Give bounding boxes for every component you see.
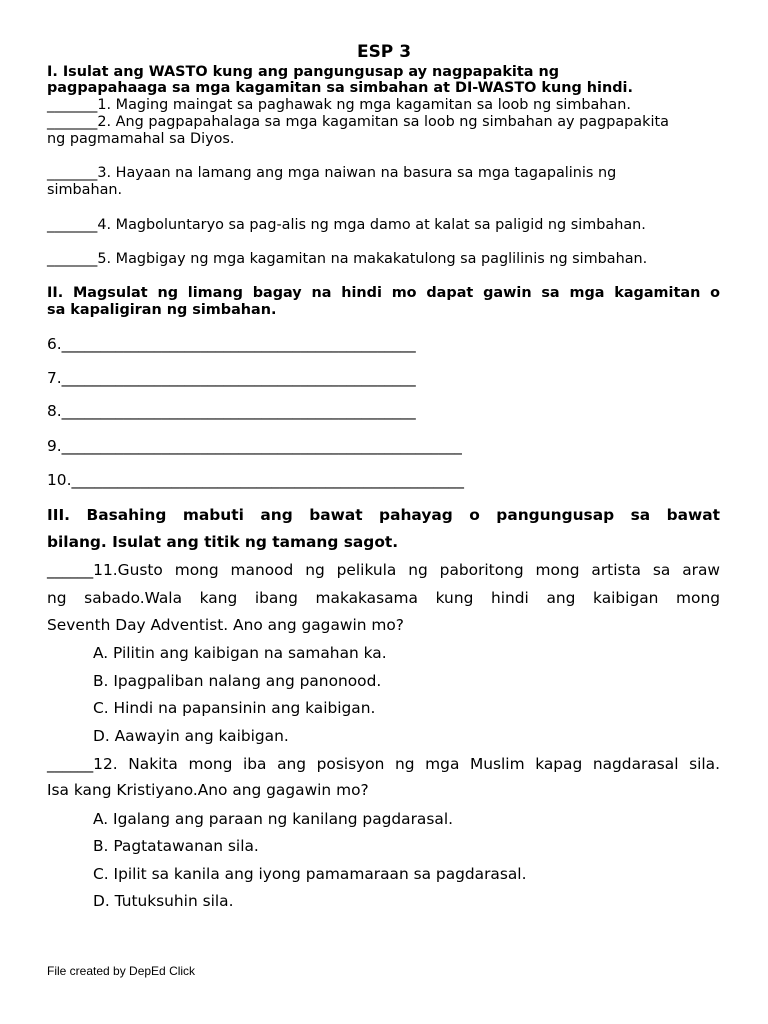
- question-12-choice-d: D. Tutuksuhin sila.: [93, 892, 234, 910]
- section1-heading-line2: pagpapahaaga sa mga kagamitan sa simbahan at DI-WASTO kung hindi.: [47, 80, 633, 96]
- question-11-choice-d: D. Aawayin ang kaibigan.: [93, 727, 289, 745]
- answer-blank-9: 9.____________________________________________________: [47, 437, 462, 455]
- item-1: _______1. Maging maingat sa paghawak ng mga kagamitan sa loob ng simbahan.: [47, 97, 631, 113]
- answer-blank-6: 6.______________________________________________: [47, 335, 416, 353]
- question-12-line1: ______12. Nakita mong iba ang posisyon ng mga Muslim kapag nagdarasal sila.: [47, 755, 720, 773]
- answer-blank-8: 8.______________________________________________: [47, 402, 416, 420]
- item-3-line1: _______3. Hayaan na lamang ang mga naiwan na basura sa mga tagapalinis ng: [47, 165, 617, 181]
- page-title: ESP 3: [356, 42, 412, 62]
- answer-blank-10: 10.___________________________________________________: [47, 471, 464, 489]
- section1-heading-line1: I. Isulat ang WASTO kung ang pangungusap ay nagpapakita ng: [47, 64, 559, 80]
- section2-heading-line2: sa kapaligiran ng simbahan.: [47, 302, 277, 318]
- section3-heading-line1: III. Basahing mabuti ang bawat pahayag o pangungusap sa bawat: [47, 506, 720, 524]
- item-2-line2: ng pagmamahal sa Diyos.: [47, 131, 235, 147]
- question-12-choice-b: B. Pagtatawanan sila.: [93, 837, 259, 855]
- section3-heading-line2: bilang. Isulat ang titik ng tamang sagot.: [47, 533, 399, 551]
- item-4: _______4. Magboluntaryo sa pag-alis ng mga damo at kalat sa paligid ng simbahan.: [47, 217, 646, 233]
- answer-blank-7: 7.______________________________________________: [47, 369, 416, 387]
- question-12-choice-a: A. Igalang ang paraan ng kanilang pagdarasal.: [93, 810, 453, 828]
- question-11-line3: Seventh Day Adventist. Ano ang gagawin mo?: [47, 616, 404, 634]
- question-12-choice-c: C. Ipilit sa kanila ang iyong pamamaraan sa pagdarasal.: [93, 865, 527, 883]
- question-11-line1: ______11.Gusto mong manood ng pelikula ng paboritong mong artista sa araw: [47, 561, 720, 579]
- item-5: _______5. Magbigay ng mga kagamitan na makakatulong sa paglilinis ng simbahan.: [47, 251, 648, 267]
- question-11-choice-a: A. Pilitin ang kaibigan na samahan ka.: [93, 644, 387, 662]
- item-3-line2: simbahan.: [47, 182, 123, 198]
- section2-heading-line1: II. Magsulat ng limang bagay na hindi mo dapat gawin sa mga kagamitan o: [47, 285, 720, 301]
- footer-credit: File created by DepEd Click: [47, 964, 196, 978]
- question-11-line2: ng sabado.Wala kang ibang makakasama kung hindi ang kaibigan mong: [47, 589, 720, 607]
- question-11-choice-b: B. Ipagpaliban nalang ang panonood.: [93, 672, 382, 690]
- question-12-line2: Isa kang Kristiyano.Ano ang gagawin mo?: [47, 781, 369, 799]
- item-2-line1: _______2. Ang pagpapahalaga sa mga kagamitan sa loob ng simbahan ay pagpapakita: [47, 114, 669, 130]
- question-11-choice-c: C. Hindi na papansinin ang kaibigan.: [93, 699, 376, 717]
